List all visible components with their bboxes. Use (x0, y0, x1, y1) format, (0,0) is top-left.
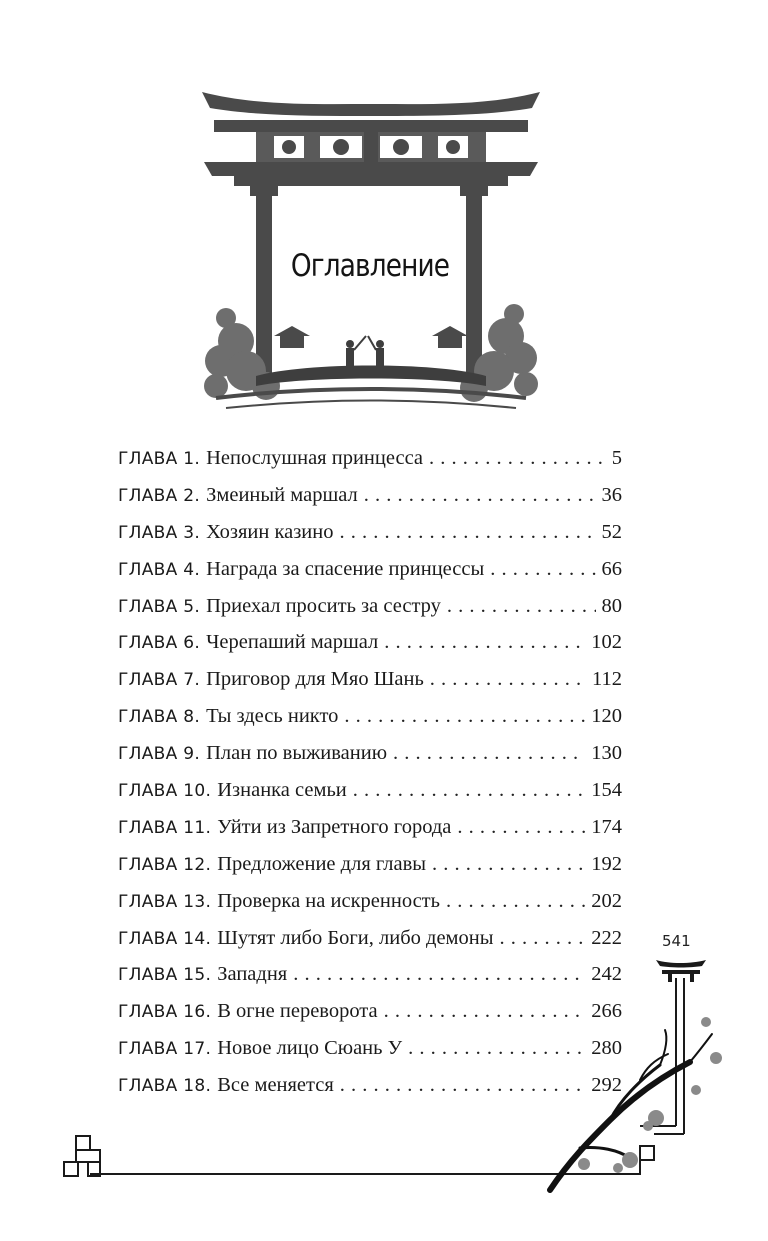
chapter-title: Проверка на искренность (217, 889, 440, 912)
dot-leader (430, 661, 586, 698)
chapter-label: ГЛАВА 13. (118, 891, 212, 912)
chapter-title: Награда за спасение принцессы (206, 557, 485, 580)
gate-right-pillar (466, 186, 482, 376)
chapter-label: ГЛАВА 10. (118, 781, 212, 802)
page-number: 52 (601, 520, 622, 543)
chapter-title: Шутят либо Боги, либо демоны (217, 926, 494, 949)
chapter-title: Змеиный маршал (206, 483, 358, 506)
toc-entry[interactable] (118, 551, 622, 588)
toc-entry[interactable] (118, 624, 622, 661)
chapter-title: Уйти из Запретного города (217, 815, 452, 838)
chapter-title: Предложение для главы (217, 852, 427, 875)
page-title: Оглавление (290, 248, 450, 284)
dot-leader (353, 772, 585, 809)
chapter-title: Изнанка семьи (217, 779, 347, 802)
chapter-label: ГЛАВА 14. (118, 928, 212, 949)
chapter-label: ГЛАВА 1. (118, 449, 201, 469)
chapter-title: Приехал просить за сестру (206, 594, 441, 617)
toc-entry[interactable] (118, 514, 622, 551)
chapter-label: ГЛАВА 2. (118, 485, 201, 506)
bottom-border-decoration (0, 950, 768, 1241)
dot-leader (344, 698, 585, 735)
chapter-title: Ты здесь никто (206, 705, 339, 728)
dot-leader (490, 551, 595, 588)
chapter-label: ГЛАВА 3. (118, 522, 201, 543)
dot-leader (457, 809, 585, 846)
page-number: 120 (591, 705, 622, 728)
chapter-title: Приговор для Мяо Шань (206, 668, 424, 691)
gate-roof (202, 92, 540, 116)
chapter-label: ГЛАВА 6. (118, 633, 201, 654)
dot-leader (446, 883, 585, 920)
gate-lower-beam (204, 162, 538, 176)
page-number: 242 (591, 963, 622, 986)
chapter-title: Черепаший маршал (206, 631, 379, 654)
dot-leader (340, 514, 596, 551)
chapter-title: Новое лицо Сюань У (217, 1037, 403, 1060)
page-number: 112 (592, 668, 622, 691)
gate-left-pillar (256, 186, 272, 376)
dot-leader (393, 735, 585, 772)
page-number: 5 (611, 447, 622, 469)
page-number: 80 (601, 594, 622, 617)
toc-entry[interactable] (118, 440, 622, 477)
chapter-label: ГЛАВА 17. (118, 1039, 212, 1060)
page-number: 130 (591, 742, 622, 765)
dot-leader (447, 588, 596, 625)
chapter-label: ГЛАВА 7. (118, 670, 201, 691)
dot-leader (364, 477, 596, 514)
chapter-label: ГЛАВА 4. (118, 559, 201, 580)
chapter-label: ГЛАВА 11. (118, 817, 212, 838)
chapter-label: ГЛАВА 15. (118, 965, 212, 986)
toc-entry[interactable] (118, 588, 622, 625)
chapter-label: ГЛАВА 16. (118, 1002, 212, 1023)
page-number: 202 (591, 889, 622, 912)
page-number: 192 (591, 852, 622, 875)
page-folio: 541 (662, 932, 691, 950)
toc-entry[interactable] (118, 477, 622, 514)
page-number: 154 (591, 779, 622, 802)
page-number: 66 (601, 557, 622, 580)
toc-entry[interactable] (118, 698, 622, 735)
page-number: 292 (591, 1074, 622, 1097)
chapter-title: В огне переворота (217, 1000, 378, 1023)
chapter-title: Непослушная принцесса (206, 447, 424, 469)
toc-entry[interactable] (118, 772, 622, 809)
toc-entry[interactable] (118, 883, 622, 920)
page-number: 36 (601, 483, 622, 506)
square-knot-ornament (64, 1136, 100, 1176)
page-number: 102 (591, 631, 622, 654)
small-torii-icon (656, 960, 706, 982)
chapter-title: Все меняется (217, 1074, 334, 1097)
dot-leader (384, 624, 585, 661)
dot-leader (429, 440, 606, 477)
toc-entry[interactable] (118, 661, 622, 698)
dot-leader (432, 846, 585, 883)
chapter-title: Западня (217, 963, 288, 986)
chapter-title: План по выживанию (206, 742, 388, 765)
page-number: 266 (591, 1000, 622, 1023)
toc-entry[interactable] (118, 809, 622, 846)
chapter-label: ГЛАВА 18. (118, 1076, 212, 1097)
chapter-label: ГЛАВА 8. (118, 707, 201, 728)
cherry-blossoms (578, 1017, 722, 1173)
chapter-label: ГЛАВА 5. (118, 596, 201, 617)
chapter-label: ГЛАВА 9. (118, 744, 201, 765)
page-number: 280 (591, 1037, 622, 1060)
page-number: 222 (591, 926, 622, 949)
toc-entry[interactable] (118, 735, 622, 772)
chapter-label: ГЛАВА 12. (118, 854, 212, 875)
chapter-title: Хозяин казино (206, 520, 334, 543)
toc-entry[interactable] (118, 846, 622, 883)
page-number: 174 (591, 815, 622, 838)
